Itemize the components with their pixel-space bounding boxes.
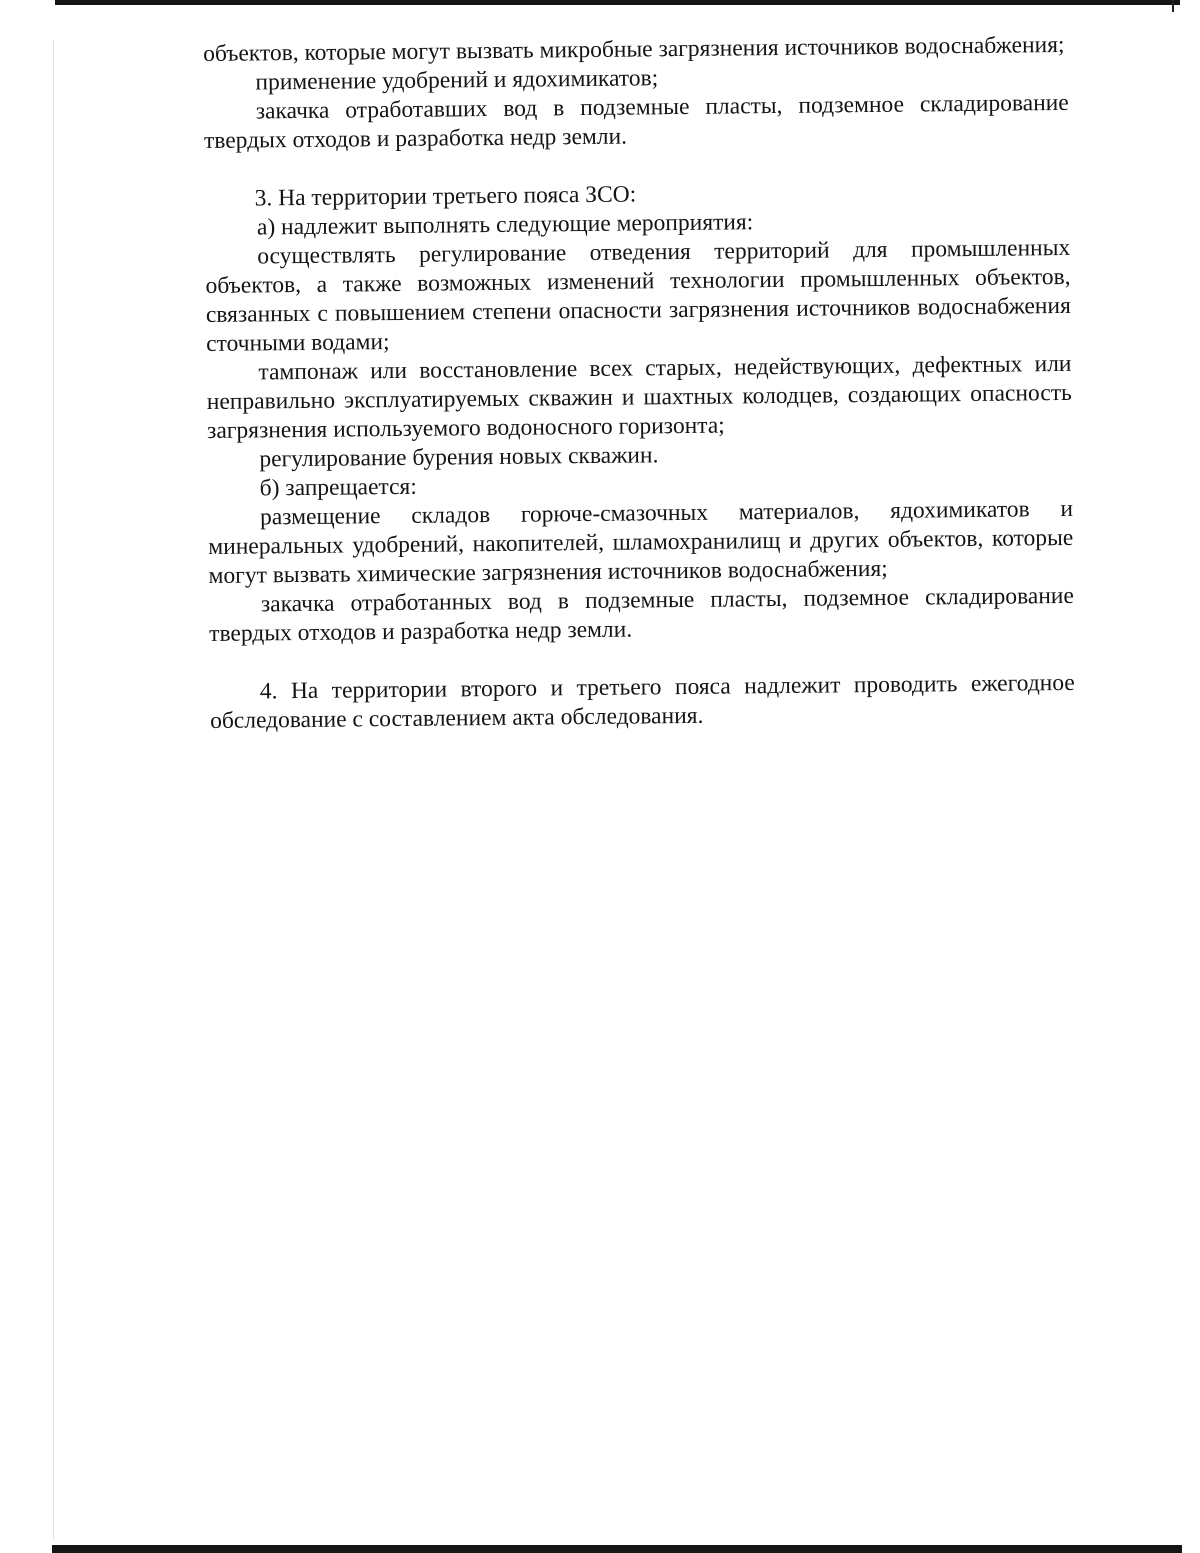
- section-3-a-item: регулирование бурения новых скважин.: [259, 442, 659, 473]
- scan-border-top: [55, 0, 1180, 5]
- section-3-heading: 3. На территории третьего пояса ЗСО:: [254, 181, 637, 212]
- scan-border-right-mark: [1172, 0, 1174, 12]
- scan-border-left: [53, 40, 54, 1540]
- document-page: [203, 31, 1075, 736]
- section-3-a-item: тампонаж или восстановление всех старых, недействующих, дефектных или неправильно эксплуатируемых скважин и шахтных колодцев, создающих опасность загрязнения используемого водоносного горизонта;: [206, 350, 1072, 444]
- section-3-sub-a: а) надлежит выполнять следующие мероприятия:: [256, 209, 754, 241]
- paragraph-microbial-objects: объектов, которые могут вызвать микробные загрязнения источников водоснабжения;: [203, 31, 1065, 67]
- section-3-a-item: осуществлять регулирование отведения территорий для промышленных объектов, а также возможных изменений технологии промышленных объектов, связанных с повышением степени опасности загрязнения источников водоснабжения сточными водами;: [205, 234, 1071, 357]
- scan-border-bottom: [52, 1545, 1182, 1553]
- paragraph-waste-injection-2: закачка отработавших вод в подземные пласты, подземное складирование твердых отходов и разработка недр земли.: [203, 89, 1069, 154]
- section-4-paragraph: 4. На территории второго и третьего пояса надлежит проводить ежегодное обследование с составлением акта обследования.: [209, 669, 1075, 734]
- section-3-b-item: закачка отработанных вод в подземные пласты, подземное складирование твердых отходов и разработка недр земли.: [209, 582, 1075, 647]
- section-3-b-item: размещение складов горюче-смазочных материалов, ядохимикатов и минеральных удобрений, накопителей, шламохранилищ и других объектов, которые могут вызвать химические загрязнения источников водоснабжения;: [208, 495, 1074, 589]
- paragraph-fertilizers: применение удобрений и ядохимикатов;: [255, 65, 659, 96]
- section-3-sub-b: б) запрещается:: [259, 473, 417, 502]
